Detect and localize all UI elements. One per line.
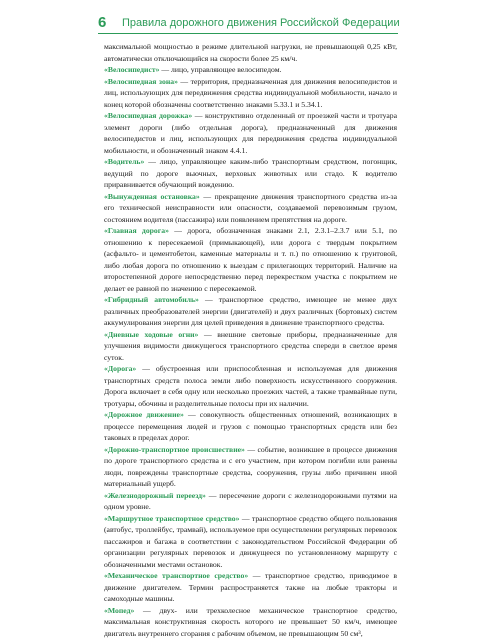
definition-text: — обустроенная или приспособленная и используемая для движения транспортных средств полоса земли либо поверхность искусственного сооружения. Дорога включает в себя одну или несколько проезжих частей, а также трамвайные пути, тротуары, обочины и разделительные полосы при их наличии. (104, 364, 397, 408)
definition-term: «Мопед» (104, 606, 134, 615)
header-rule (98, 33, 398, 34)
definition-entry (104, 225, 397, 294)
definition-entry (104, 191, 397, 226)
definition-term: «Дорожное движение» (104, 410, 184, 419)
definition-text: — пересечение дороги с железнодорожными путями на одном уровне. (104, 491, 397, 512)
definition-term: «Дорога» (104, 364, 136, 373)
definition-text: — прекращение движения транспортного средства из-за его технической неисправности или опасности, создаваемой перевозимым грузом, состоянием водителя (пассажира) или появлением препятствия на дороге. (104, 192, 397, 224)
definition-text: — транспортное средство, приводимое в движение двигателем. Термин распространяется также на любые тракторы и самоходные машины. (104, 571, 397, 603)
definition-term: «Дорожно-транспортное происшествие» (104, 445, 245, 454)
definition-text: — лицо, управляющее каким-либо транспортным средством, погонщик, ведущий по дороге вьючных, верховых животных или стадо. К водителю приравнивается обучающий вождению. (104, 157, 397, 189)
definition-entry (104, 294, 397, 329)
definition-entry (104, 156, 397, 191)
definition-entry (104, 444, 397, 490)
definition-entry (104, 363, 397, 409)
definition-text: — двух- или трехколесное механическое транспортное средство, максимальная конструктивная скорость которого не превышает 50 км/ч, имеющее двигатель внутреннего сгорания с рабочим объемом, не превышающим 50 см³, (104, 606, 397, 638)
page-header (98, 14, 398, 36)
definition-term: «Велосипедная зона» (104, 77, 178, 86)
definition-entry (104, 41, 397, 64)
definition-text: — транспортное средство, имеющее не менее двух различных преобразователей энергии (двигателей) и двух различных (бортовых) систем аккумулирования энергии для целей приведения в движение транспортного средства. (104, 295, 397, 327)
definition-text: — транспортное средство общего пользования (автобус, троллейбус, трамвай), используемое при осуществлении регулярных перевозок пассажиров и багажа в соответствии с законодательством Российской Федерации об организации регулярных перевозок и движущееся по установленному маршруту с обозначенными местами остановок. (104, 514, 397, 569)
definition-text: — территория, предназначенная для движения велосипедистов и лиц, использующих для передвижения средства индивидуальной мобильности, начало и конец которой обозначены соответственно знаками 5.33.1 и 5.34.1. (104, 77, 397, 109)
definition-text: — совокупность общественных отношений, возникающих в процессе перемещения людей и грузов с помощью транспортных средств или без таковых в пределах дорог. (104, 410, 397, 442)
definition-entry (104, 570, 397, 605)
definition-text: — конструктивно отделенный от проезжей части и тротуара элемент дороги (либо отдельная дорога), предназначенный для движения велосипедистов и лиц, использующих для передвижения средства индивидуальной мобильности, и обозначенный знаком 4.4.1. (104, 111, 397, 155)
definition-entry (104, 64, 397, 76)
definition-text: — лицо, управляющее велосипедом. (159, 65, 281, 74)
definition-term: «Дневные ходовые огни» (104, 330, 198, 339)
definition-term: «Железнодорожный переезд» (104, 491, 206, 500)
definition-term: «Вынужденная остановка» (104, 192, 200, 201)
definition-entry (104, 110, 397, 156)
definition-entry (104, 409, 397, 444)
definition-text: максимальной мощностью в режиме длительной нагрузки, не превышающей 0,25 кВт, автоматически отключающийся на скорости более 25 км/ч. (104, 42, 397, 63)
definition-term: «Велосипедная дорожка» (104, 111, 192, 120)
definition-term: «Главная дорога» (104, 226, 169, 235)
definition-term: «Велосипедист» (104, 65, 159, 74)
definition-term: «Механическое транспортное средство» (104, 571, 248, 580)
definition-entry (104, 513, 397, 571)
definition-text: — событие, возникшее в процессе движения по дороге транспортного средства и с его участием, при котором погибли или ранены люди, повреждены транспортные средства, сооружения, грузы либо причинен иной материальный ущерб. (104, 445, 397, 489)
definition-entry (104, 490, 397, 513)
definition-term: «Водитель» (104, 157, 144, 166)
definition-entry (104, 329, 397, 364)
definitions-body (104, 41, 397, 639)
definition-text: — внешние световые приборы, предназначенные для улучшения видимости движущегося транспортного средства спереди в светлое время суток. (104, 330, 397, 362)
page-number: 6 (98, 14, 114, 32)
definition-entry (104, 605, 397, 639)
definition-entry (104, 76, 397, 111)
definition-term: «Маршрутное транспортное средство» (104, 514, 240, 523)
running-title: Правила дорожного движения Российской Федерации (122, 16, 400, 30)
definition-term: «Гибридный автомобиль» (104, 295, 199, 304)
definition-text: — дорога, обозначенная знаками 2.1, 2.3.1–2.3.7 или 5.1, по отношению к пересекаемой (примыкающей), или дорога с твердым покрытием (асфальто- и цементобетон, каменные материалы и т. п.) по отношению к грунтовой, либо любая дорога по отношению к выездам с прилегающих территорий. Наличие на второстепенной дороге непосредственно перед перекрестком участка с покрытием не делает ее равной по значению с пересекаемой. (104, 226, 397, 293)
